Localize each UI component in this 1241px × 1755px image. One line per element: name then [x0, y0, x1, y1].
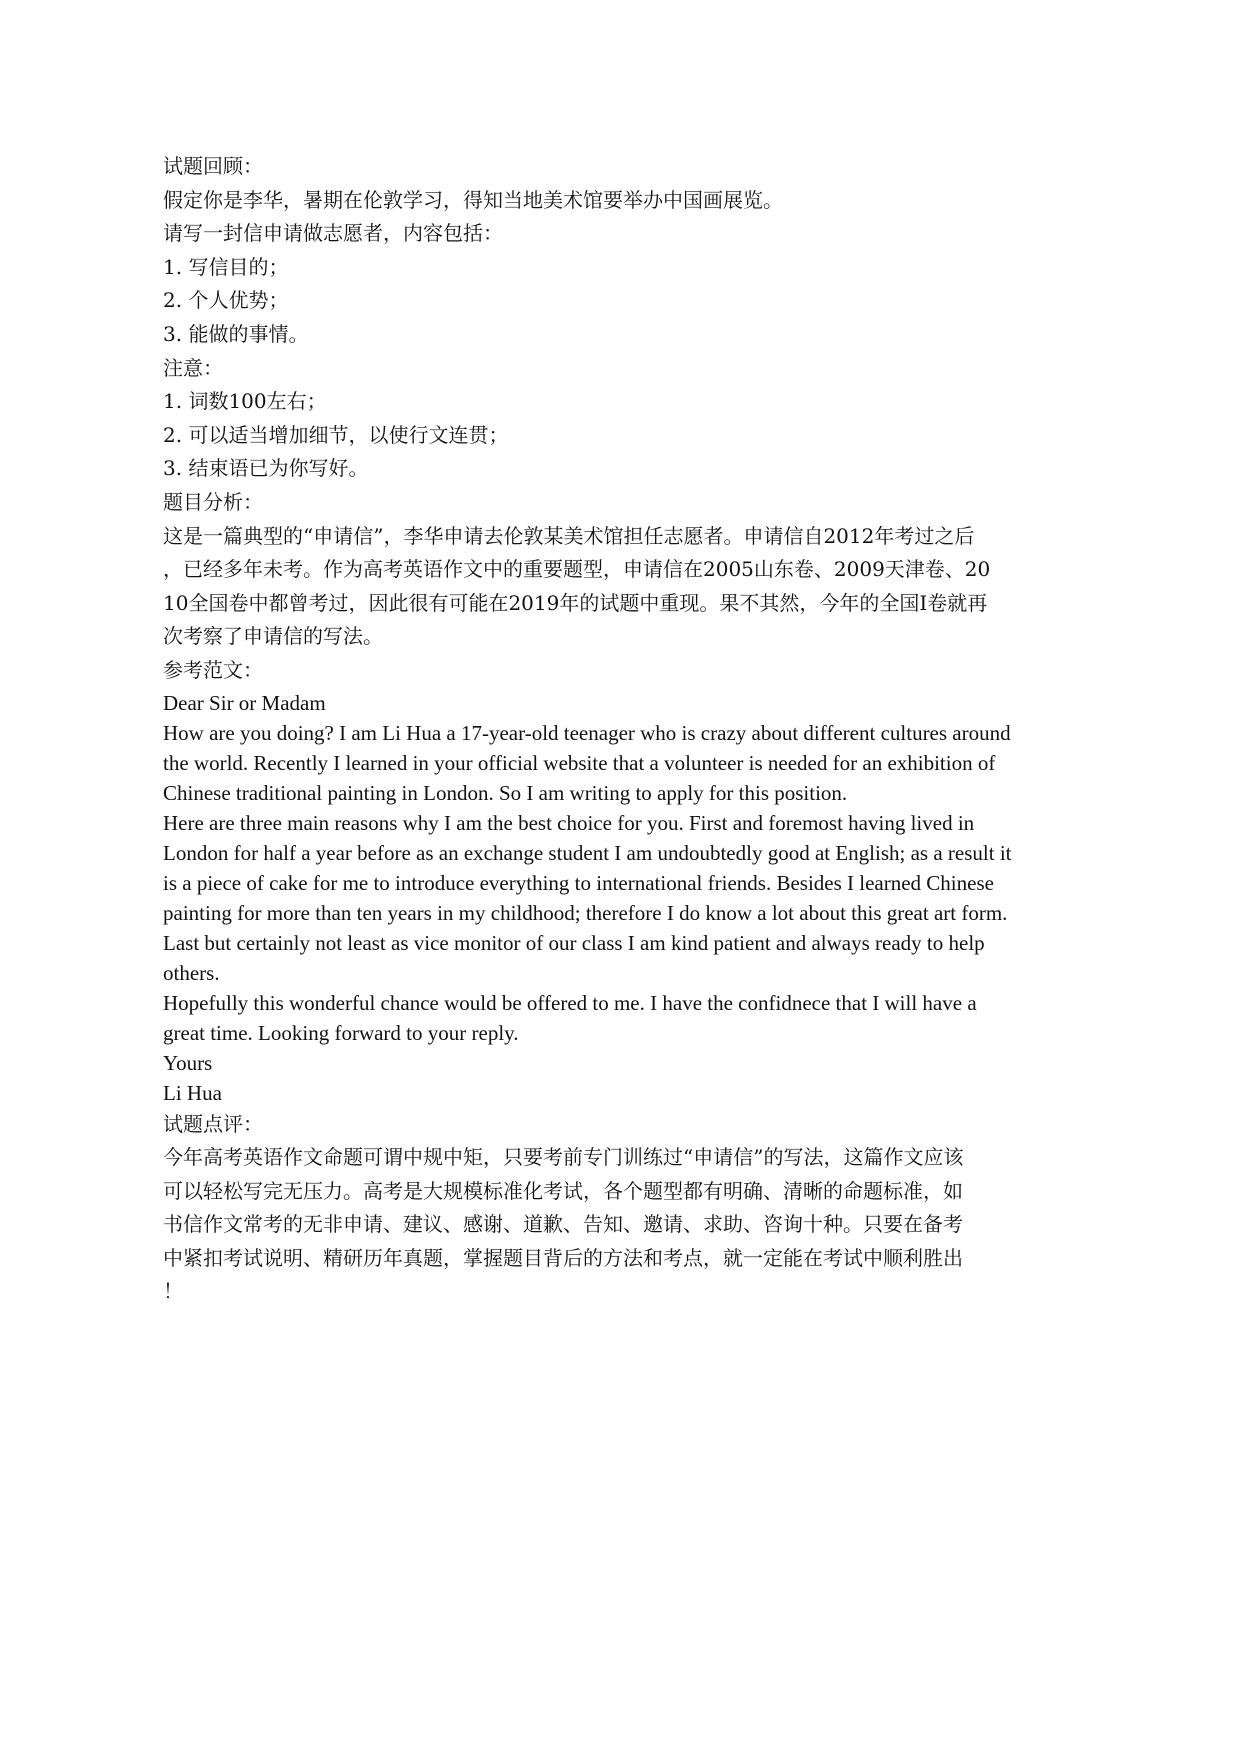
comment-line: 今年高考英语作文命题可谓中规中矩，只要考前专门训练过“申请信”的写法，这篇作文应该 — [163, 1145, 964, 1170]
review-line: 请写一封信申请做志愿者，内容包括： — [163, 221, 503, 246]
section-heading-analysis: 题目分析： — [163, 489, 263, 514]
letter-line: Last but certainly not least as vice monitor of our class I am kind patient and always ready to help — [163, 930, 985, 955]
analysis-line: 10全国卷中都曾考过，因此很有可能在2019年的试题中重现。果不其然，今年的全国I卷就再 — [163, 590, 988, 615]
comment-line: 中紧扣考试说明、精研历年真题，掌握题目背后的方法和考点，就一定能在考试中顺利胜出 — [163, 1245, 963, 1270]
section-heading-sample: 参考范文： — [163, 657, 263, 682]
letter-closing: Yours — [163, 1050, 213, 1075]
analysis-line: ，已经多年未考。作为高考英语作文中的重要题型，申请信在2005山东卷、2009天津卷、20 — [163, 557, 991, 582]
notes-line: 2. 可以适当增加细节，以使行文连贯； — [163, 422, 509, 447]
comment-line: ！ — [163, 1279, 183, 1304]
section-heading-review: 试题回顾： — [163, 154, 263, 178]
section-heading-comment: 试题点评： — [163, 1111, 263, 1136]
review-line: 1. 写信目的； — [163, 254, 289, 279]
letter-line: others. — [163, 960, 220, 985]
letter-line: How are you doing? I am Li Hua a 17-year-old teenager who is crazy about different cultures around — [163, 720, 1011, 745]
comment-line: 可以轻松写完无压力。高考是大规模标准化考试，各个题型都有明确、清晰的命题标准，如 — [163, 1178, 963, 1203]
letter-salutation: Dear Sir or Madam — [163, 690, 326, 715]
analysis-line: 这是一篇典型的“申请信”，李华申请去伦敦某美术馆担任志愿者。申请信自2012年考过之后 — [163, 523, 975, 548]
letter-line: the world. Recently I learned in your official website that a volunteer is needed for an exhibition of — [163, 750, 996, 775]
analysis-line: 次考察了申请信的写法。 — [163, 624, 383, 649]
letter-line: is a piece of cake for me to introduce everything to international friends. Besides I learned Chinese — [163, 870, 994, 895]
letter-signature: Li Hua — [163, 1080, 222, 1105]
notes-line: 1. 词数100左右； — [163, 389, 327, 414]
letter-line: London for half a year before as an exchange student I am undoubtedly good at English; as a result it — [163, 840, 1012, 865]
review-line: 假定你是李华，暑期在伦敦学习，得知当地美术馆要举办中国画展览。 — [163, 187, 783, 212]
letter-line: Here are three main reasons why I am the best choice for you. First and foremost having lived in — [163, 810, 975, 835]
comment-line: 书信作文常考的无非申请、建议、感谢、道歉、告知、邀请、求助、咨询十种。只要在备考 — [163, 1212, 963, 1237]
review-line: 3. 能做的事情。 — [163, 321, 309, 346]
notes-line: 3. 结束语已为你写好。 — [163, 456, 369, 481]
letter-line: great time. Looking forward to your reply. — [163, 1020, 519, 1045]
section-heading-notes: 注意： — [163, 355, 223, 380]
letter-line: Hopefully this wonderful chance would be offered to me. I have the confidnece that I will have a — [163, 990, 977, 1015]
letter-line: Chinese traditional painting in London. So I am writing to apply for this position. — [163, 780, 848, 805]
review-line: 2. 个人优势； — [163, 288, 289, 313]
letter-line: painting for more than ten years in my childhood; therefore I do know a lot about this great art form. — [163, 900, 1008, 925]
document-page — [163, 150, 1093, 1309]
